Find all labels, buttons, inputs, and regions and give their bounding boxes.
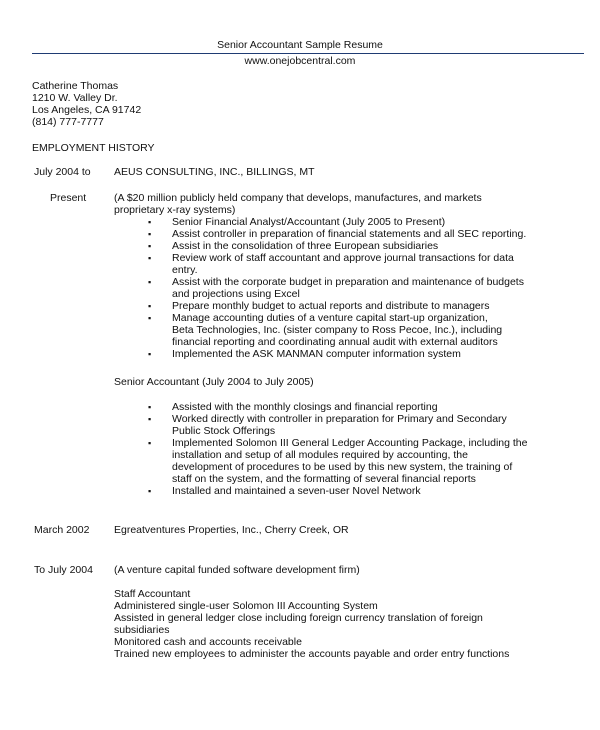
bullet-text-line: staff on the system, and the formatting of several financial reports: [172, 473, 476, 485]
job1-date-from: July 2004 to: [34, 166, 91, 178]
header-divider: [32, 53, 584, 54]
bullet-text-line: installation and setup of all modules required by accounting, the: [172, 449, 468, 461]
bullet-icon: ▪: [148, 402, 152, 412]
bullet-item: [148, 216, 526, 228]
job1-bullet-list: [148, 216, 527, 360]
bullet-text-line: Assist with the corporate budget in preparation and maintenance of budgets: [172, 276, 524, 288]
job2-date-to: To July 2004: [34, 564, 93, 576]
bullet-item: [148, 485, 527, 497]
website-link[interactable]: www.onejobcentral.com: [244, 55, 356, 67]
job2-line: Administered single-user Solomon III Accounting System: [114, 600, 378, 612]
bullet-icon: ▪: [148, 229, 152, 239]
bullet-item: [148, 300, 526, 312]
job2-line: subsidiaries: [114, 624, 170, 636]
bullet-text-line: Installed and maintained a seven-user Novel Network: [172, 485, 421, 497]
job2-line: Assisted in general ledger close including foreign currency translation of foreign: [114, 612, 483, 624]
bullet-text-line: Assisted with the monthly closings and financial reporting: [172, 401, 438, 413]
bullet-icon: ▪: [148, 301, 152, 311]
job2-line: Trained new employees to administer the accounts payable and order entry functions: [114, 648, 510, 660]
bullet-item: [148, 240, 526, 252]
section-heading: EMPLOYMENT HISTORY: [32, 142, 155, 154]
job1-description-line: proprietary x-ray systems): [114, 204, 236, 216]
bullet-item: [148, 276, 526, 300]
bullet-icon: ▪: [148, 486, 152, 496]
contact-block: [32, 80, 141, 128]
bullet-icon: ▪: [148, 241, 152, 251]
bullet-icon: ▪: [148, 277, 152, 287]
bullet-icon: ▪: [148, 253, 152, 263]
bullet-item: [148, 413, 527, 437]
job1-description-line: (A $20 million publicly held company that develops, manufactures, and markets: [114, 192, 482, 204]
bullet-text-line: development of procedures to be used by this new system, the training of: [172, 461, 513, 473]
bullet-icon: ▪: [148, 438, 152, 448]
bullet-item: [148, 252, 526, 276]
bullet-icon: ▪: [148, 349, 152, 359]
job2-date-from: March 2002: [34, 524, 90, 536]
bullet-item: [148, 401, 527, 413]
job2-details: [114, 588, 509, 660]
bullet-item: [148, 312, 526, 348]
job1-role2-bullet-list: [148, 401, 528, 497]
bullet-text-line: Prepare monthly budget to actual reports and distribute to managers: [172, 300, 490, 312]
job1-date-to: Present: [50, 192, 87, 204]
job1-company: AEUS CONSULTING, INC., BILLINGS, MT: [114, 166, 315, 178]
bullet-text-line: Beta Technologies, Inc. (sister company to Ross Pecoe, Inc.), including: [172, 324, 503, 336]
bullet-icon: ▪: [148, 313, 152, 323]
contact-name: Catherine Thomas: [32, 80, 119, 92]
bullet-text-line: entry.: [172, 264, 198, 276]
bullet-text-line: Manage accounting duties of a venture capital start-up organization,: [172, 312, 488, 324]
bullet-text-line: financial reporting and coordinating annual audit with external auditors: [172, 336, 498, 348]
contact-phone: (814) 777-7777: [32, 116, 104, 128]
bullet-text-line: Implemented the ASK MANMAN computer information system: [172, 348, 461, 360]
job2-description: (A venture capital funded software development firm): [114, 564, 360, 576]
bullet-text-line: Implemented Solomon III General Ledger Accounting Package, including the: [172, 437, 528, 449]
bullet-text-line: and projections using Excel: [172, 288, 300, 300]
bullet-text-line: Senior Financial Analyst/Accountant (July 2005 to Present): [172, 216, 446, 228]
contact-city: Los Angeles, CA 91742: [32, 104, 142, 116]
bullet-item: [148, 348, 526, 360]
bullet-text-line: Assist in the consolidation of three European subsidiaries: [172, 240, 439, 252]
job1-description: [114, 192, 482, 216]
bullet-item: [148, 228, 527, 240]
bullet-icon: ▪: [148, 217, 152, 227]
job1-role2-title: Senior Accountant (July 2004 to July 2005): [114, 376, 314, 388]
document-title: Senior Accountant Sample Resume: [217, 39, 383, 51]
job2-line: Monitored cash and accounts receivable: [114, 636, 302, 648]
bullet-item: [148, 437, 528, 485]
bullet-text-line: Assist controller in preparation of financial statements and all SEC reporting.: [172, 228, 527, 240]
bullet-text-line: Public Stock Offerings: [172, 425, 276, 437]
bullet-icon: ▪: [148, 414, 152, 424]
job2-line: Staff Accountant: [114, 588, 191, 600]
contact-address: 1210 W. Valley Dr.: [32, 92, 118, 104]
bullet-text-line: Review work of staff accountant and approve journal transactions for data: [172, 252, 514, 264]
job2-company: Egreatventures Properties, Inc., Cherry Creek, OR: [114, 524, 349, 536]
bullet-text-line: Worked directly with controller in preparation for Primary and Secondary: [172, 413, 507, 425]
